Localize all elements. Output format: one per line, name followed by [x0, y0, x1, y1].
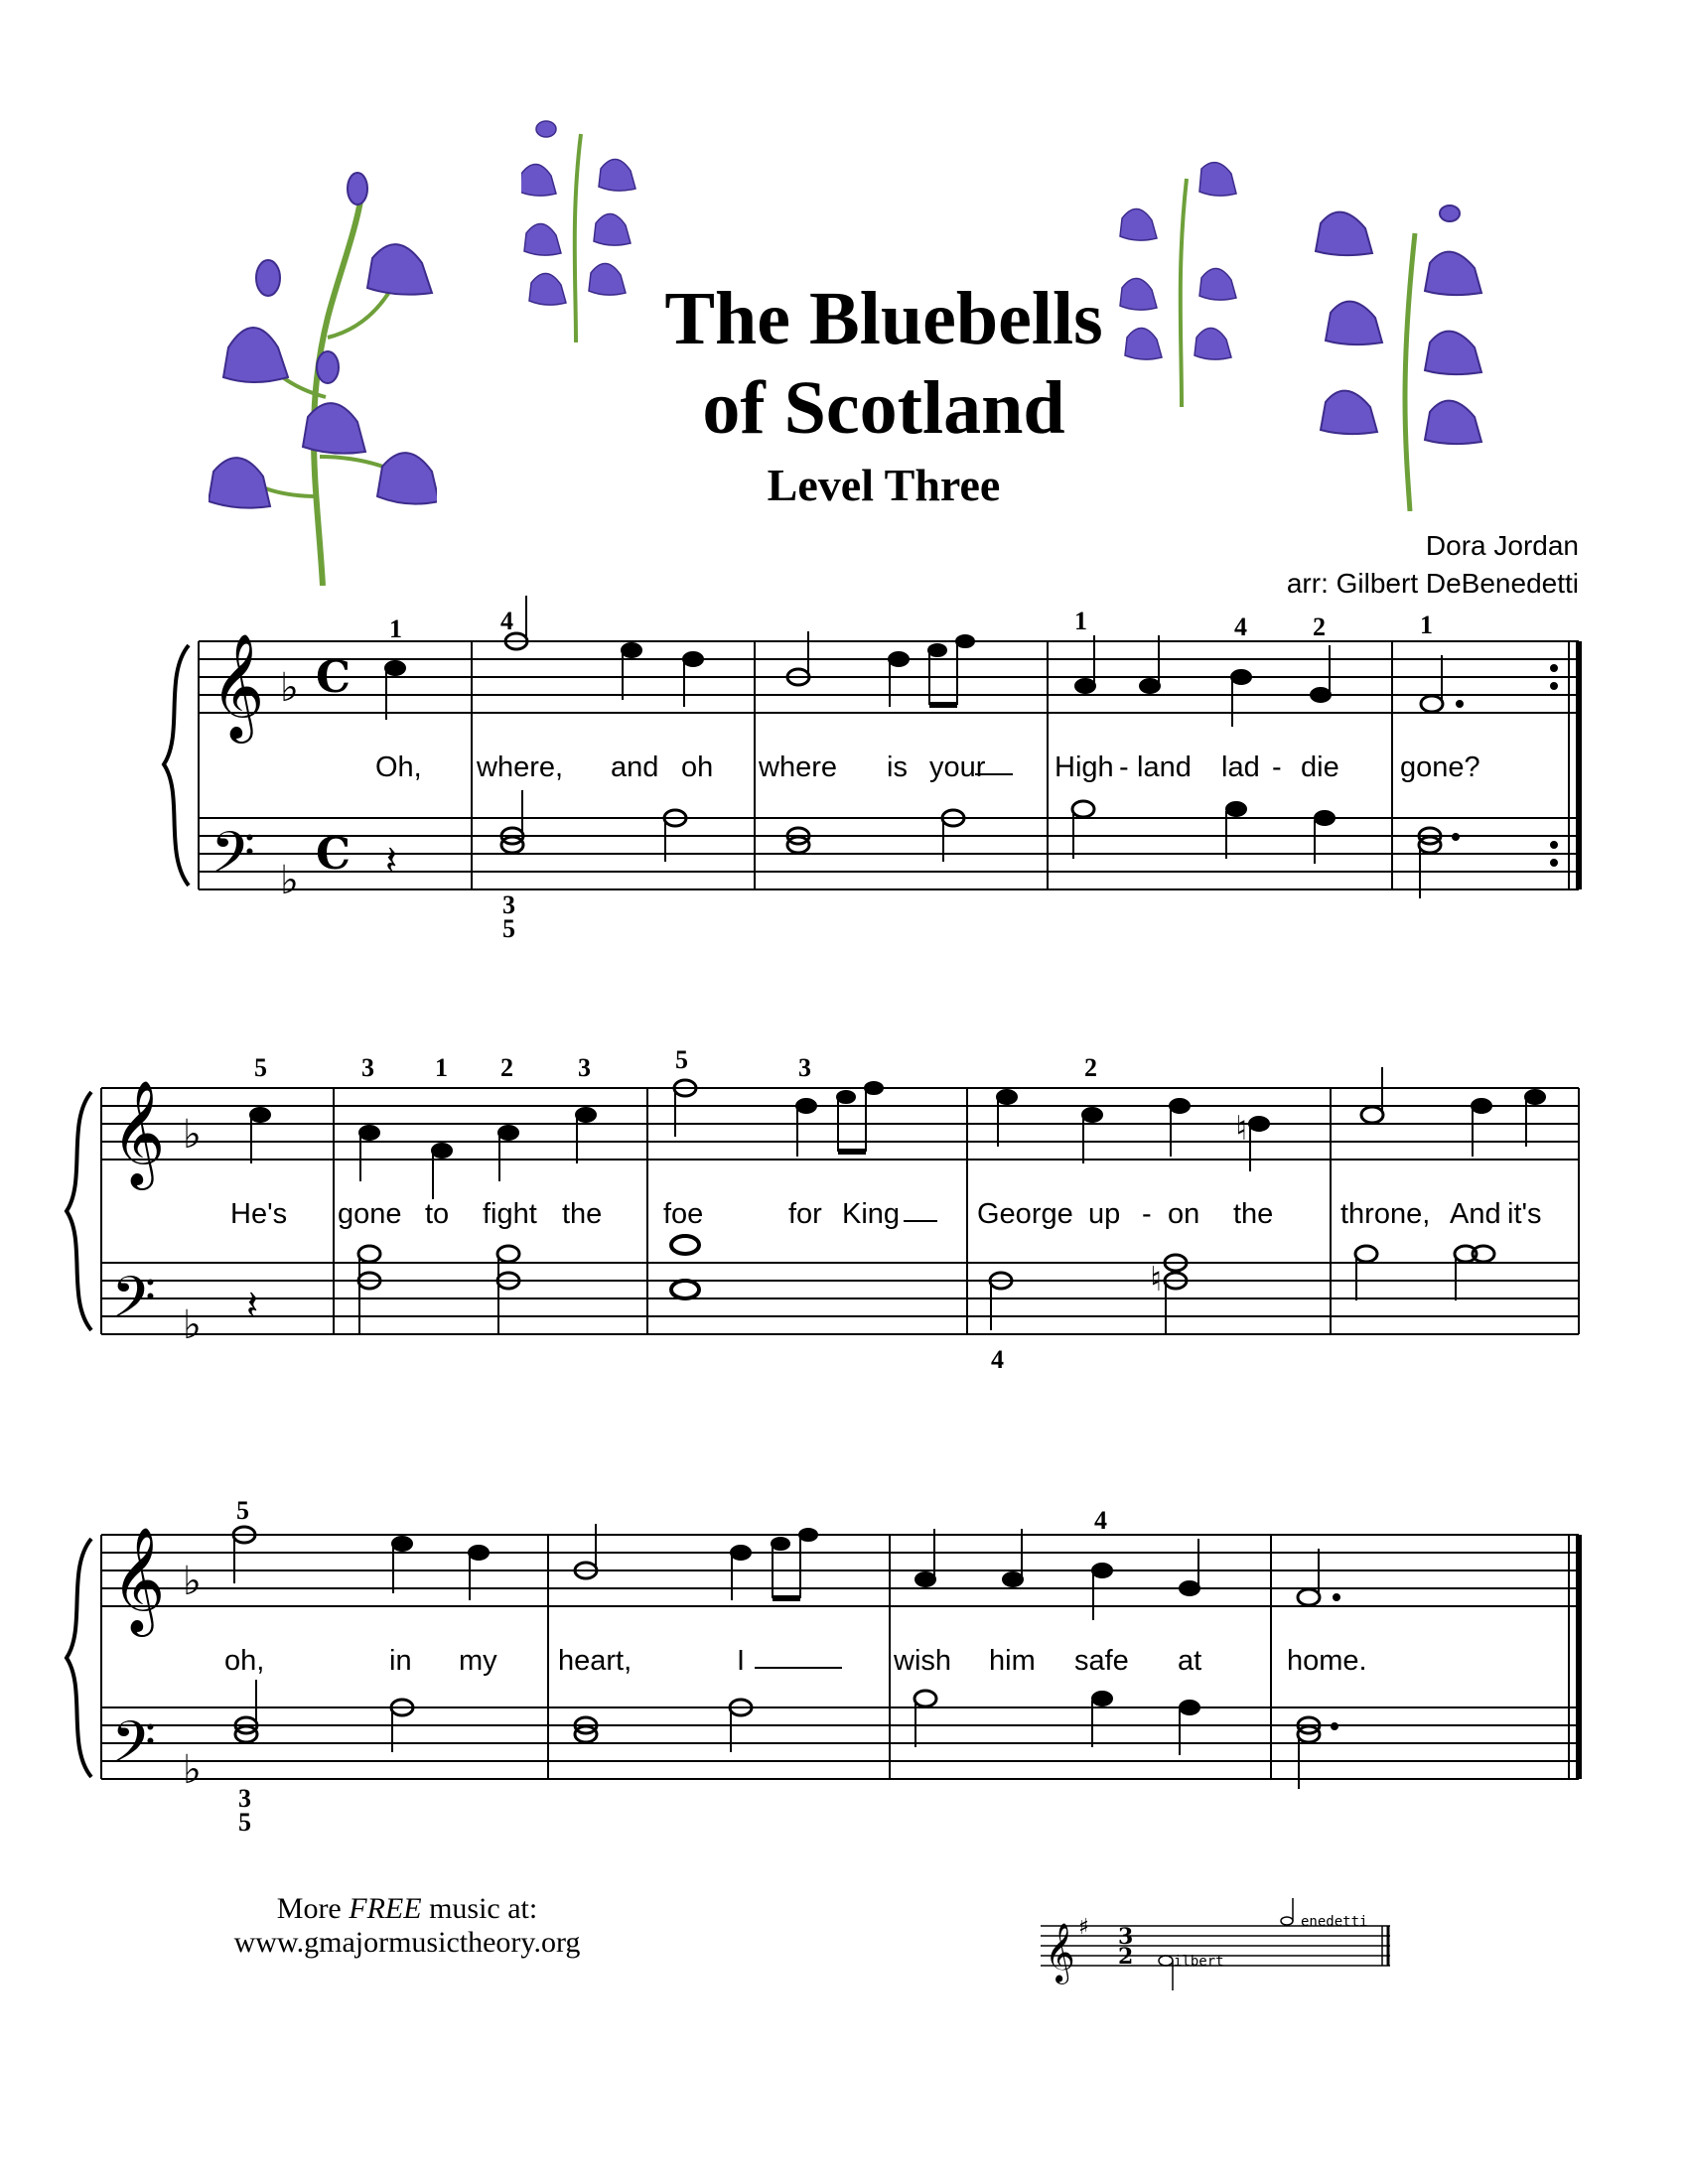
lyric-syllable: for: [788, 1198, 822, 1230]
lyric-syllable: home.: [1287, 1645, 1367, 1677]
lyric-syllable: in: [389, 1645, 412, 1677]
lyric-syllable: fight: [483, 1198, 537, 1230]
lyric-syllable: my: [459, 1645, 497, 1677]
treble-clef-icon: 𝄞: [111, 1526, 166, 1632]
finger-number: 3: [238, 1784, 251, 1813]
lyric-syllable: George: [977, 1198, 1073, 1230]
arranger-credit: arr: Gilbert DeBenedetti: [1286, 568, 1579, 599]
finger-number: 3: [578, 1053, 591, 1082]
lyric-syllable: throne,: [1340, 1198, 1431, 1230]
lyric-syllable: heart,: [558, 1645, 633, 1677]
quarter-rest-icon: 𝄽: [385, 838, 398, 884]
treble-notes-2: [250, 1067, 1545, 1199]
lyric-syllable: wish: [894, 1645, 952, 1677]
finger-number: 2: [1084, 1053, 1097, 1082]
lyric-syllable: at: [1178, 1645, 1202, 1677]
finger-number: 5: [238, 1808, 251, 1837]
flat-icon: ♭: [183, 1112, 202, 1158]
bass-notes-1: [385, 790, 1459, 898]
brace-2: [67, 1092, 91, 1330]
lyric-syllable: is: [887, 751, 908, 783]
quarter-rest-icon: 𝄽: [246, 1283, 259, 1328]
lyric-syllable: foe: [663, 1198, 704, 1230]
brace-3: [67, 1539, 91, 1777]
bass-staff-1: [199, 818, 1579, 889]
finger-number: 1: [1074, 607, 1087, 635]
finger-number: 3: [502, 890, 515, 919]
composer-credit: Dora Jordan: [1425, 530, 1579, 561]
finger-number: 3: [361, 1053, 374, 1082]
lyric-syllable: him: [989, 1645, 1036, 1677]
treble-notes-1: [385, 596, 1463, 727]
logo-text: enedetti: [1301, 1914, 1368, 1930]
finger-number: 4: [991, 1345, 1004, 1374]
flat-icon: ♭: [183, 1559, 202, 1604]
lyric-syllable: it's: [1507, 1198, 1542, 1230]
finger-number: 1: [389, 614, 402, 643]
lyric-syllable: oh,: [224, 1645, 265, 1677]
natural-icon: ♮: [1235, 1109, 1248, 1149]
lyric-syllable: Oh,: [375, 751, 422, 783]
finger-number: 4: [1094, 1506, 1107, 1535]
lyric-syllable: on: [1168, 1198, 1200, 1230]
treble-clef-icon: 𝄞: [111, 1079, 166, 1185]
natural-icon: ♮: [1150, 1260, 1163, 1299]
lyric-syllable: to: [425, 1198, 450, 1230]
flat-icon: ♭: [183, 1747, 202, 1793]
lyric-syllable: up: [1088, 1198, 1121, 1230]
lyric-syllable: where: [759, 751, 837, 783]
lyric-syllable: -: [1119, 751, 1129, 783]
footer-text: More: [276, 1892, 350, 1925]
finger-number: 3: [798, 1053, 811, 1082]
footer-emphasis: FREE: [349, 1892, 422, 1925]
treble-clef-icon: 𝄞: [1045, 1923, 1075, 1982]
lyric-syllable: where,: [477, 751, 564, 783]
bass-notes-2: [246, 1236, 1494, 1335]
title-line-2: of Scotland: [702, 366, 1065, 450]
lyric-syllable: -: [1272, 751, 1282, 783]
flat-icon: ♭: [280, 665, 299, 711]
sharp-icon: ♯: [1078, 1915, 1089, 1940]
bass-clef-icon: 𝄢: [111, 1264, 157, 1345]
brace-1: [164, 645, 189, 886]
lyric-syllable: And: [1450, 1198, 1501, 1230]
lyric-syllable: the: [562, 1198, 603, 1230]
bass-notes-3: [235, 1680, 1337, 1789]
lyric-syllable: High: [1055, 751, 1114, 783]
lyric-syllable: safe: [1074, 1645, 1129, 1677]
lyric-syllable: land: [1137, 751, 1192, 783]
lyric-syllable: -: [1142, 1198, 1152, 1230]
lyric-syllable: oh: [681, 751, 714, 783]
treble-clef-icon: 𝄞: [211, 632, 265, 739]
lyric-syllable: He's: [230, 1198, 288, 1230]
finger-number: 2: [1313, 613, 1326, 641]
finger-number: 4: [500, 607, 513, 635]
finger-number: 5: [236, 1496, 249, 1525]
finger-number: 2: [500, 1053, 513, 1082]
footer-promo: [218, 1892, 596, 1960]
level-subtitle: Level Three: [767, 460, 1001, 510]
lyric-syllable: gone?: [1400, 751, 1480, 783]
system-3-symbols: [111, 1524, 1339, 1793]
common-time-icon: C: [316, 652, 352, 703]
logo-text: ilbert: [1174, 1954, 1224, 1970]
title-line-1: The Bluebells: [664, 277, 1103, 360]
logo-time-top: 3: [1118, 1924, 1134, 1950]
footer-url[interactable]: www.gmajormusictheory.org: [233, 1926, 581, 1959]
bass-clef-icon: 𝄢: [211, 819, 256, 900]
common-time-icon: C: [316, 829, 352, 880]
footer-text: music at:: [421, 1892, 538, 1925]
flat-icon: ♭: [280, 858, 299, 903]
treble-staff-3: [101, 1535, 1579, 1606]
finger-number: 1: [1420, 611, 1433, 639]
lyric-syllable: the: [1233, 1198, 1274, 1230]
lyric-syllable: your: [929, 751, 986, 783]
lyric-syllable: I: [737, 1645, 746, 1677]
bass-clef-icon: 𝄢: [111, 1708, 157, 1790]
lyric-syllable: and: [611, 751, 659, 783]
finger-number: 4: [1234, 613, 1247, 641]
lyric-syllable: King: [842, 1198, 901, 1230]
bass-staff-3: [101, 1707, 1579, 1779]
gilbert-debenedetti-logo: [1041, 1896, 1398, 1995]
flat-icon: ♭: [183, 1302, 202, 1348]
footer-line-1: [218, 1892, 596, 1926]
logo-time-bottom: 2: [1118, 1944, 1134, 1970]
lyric-syllable: gone: [338, 1198, 402, 1230]
finger-number: 5: [254, 1053, 267, 1082]
finger-number: 1: [435, 1053, 448, 1082]
finger-number: 5: [502, 914, 515, 943]
finger-number: 5: [675, 1045, 688, 1074]
lyric-syllable: lad: [1221, 751, 1260, 783]
lyric-syllable: die: [1301, 751, 1339, 783]
